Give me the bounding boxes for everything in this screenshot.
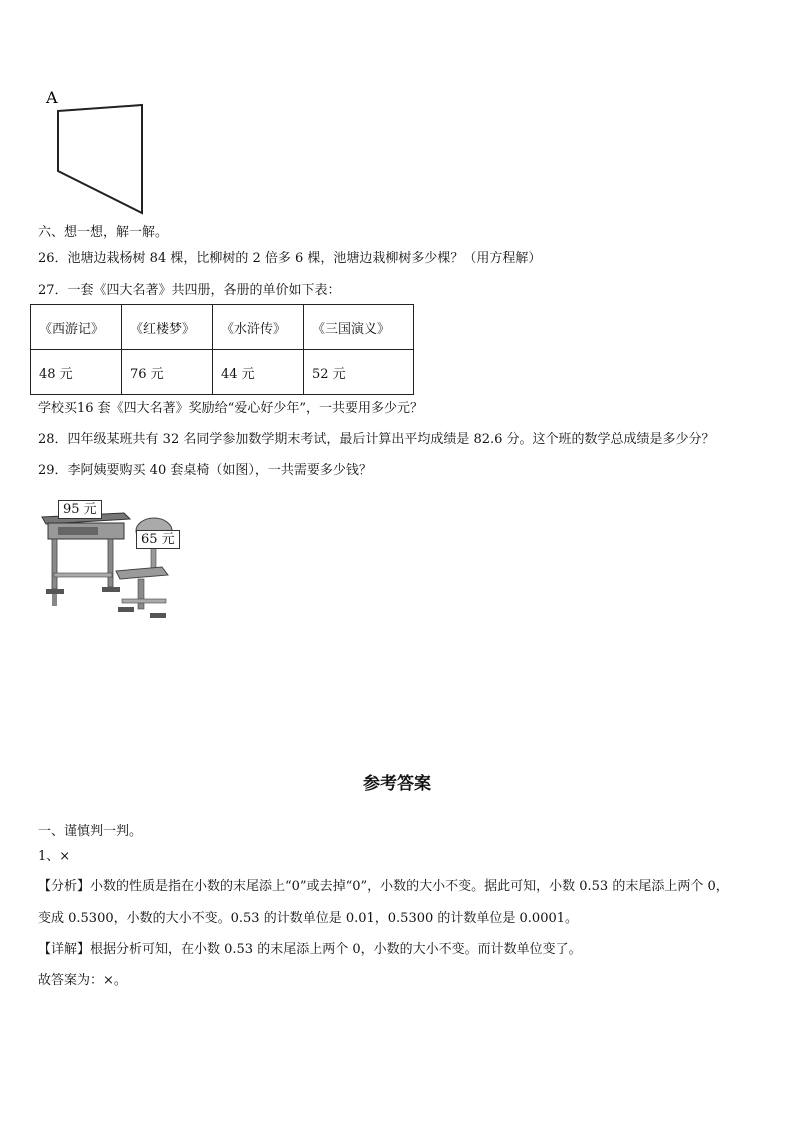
conclusion-line: 故答案为：×。 (38, 973, 127, 988)
quadrilateral-figure (44, 85, 164, 217)
vertex-label-a: A (46, 88, 58, 107)
chair-price-tag: 65 元 (136, 530, 180, 549)
detail-line: 【详解】根据分析可知，在小数 0.53 的末尾添上两个 0，小数的大小不变。而计数单位变了。 (38, 942, 582, 957)
answers-title: 参考答案 (363, 774, 431, 794)
analysis-line-1: 【分析】小数的性质是指在小数的末尾添上“0”或去掉“0”，小数的大小不变。据此可知，小数 0.53 的末尾添上两个 0， (38, 879, 729, 894)
table-cell: 《西游记》 (31, 305, 122, 350)
book-price-table (30, 304, 414, 395)
table-cell: 52 元 (304, 350, 414, 395)
question-29: 29．李阿姨要购买 40 套桌椅（如图），一共需要多少钱？ (38, 463, 372, 478)
section-6-heading: 六、想一想，解一解。 (38, 225, 169, 240)
answers-section-1-heading: 一、谨慎判一判。 (38, 824, 143, 839)
table-cell: 48 元 (31, 350, 122, 395)
answer-item-1: 1、× (38, 849, 71, 864)
table-cell: 《三国演义》 (304, 305, 414, 350)
question-27: 27．一套《四大名著》共四册，各册的单价如下表： (38, 283, 341, 298)
table-row (31, 350, 414, 395)
question-26: 26．池塘边栽杨树 84 棵，比柳树的 2 倍多 6 棵，池塘边栽柳树多少棵？（用方程解） (38, 251, 542, 266)
table-cell: 《水浒传》 (213, 305, 304, 350)
question-27-followup: 学校买16 套《四大名著》奖励给“爱心好少年”，一共要用多少元？ (38, 401, 423, 416)
analysis-line-2: 变成 0.5300，小数的大小不变。0.53 的计数单位是 0.01，0.5300 的计数单位是 0.0001。 (38, 911, 579, 926)
question-28: 28．四年级某班共有 32 名同学参加数学期末考试，最后计算出平均成绩是 82.6 分。这个班的数学总成绩是多少分？ (38, 432, 715, 447)
table-header-row (31, 305, 414, 350)
desk-price-tag: 95 元 (58, 500, 102, 519)
quadrilateral-drawing (44, 85, 164, 217)
table-cell: 44 元 (213, 350, 304, 395)
desk-chair-illustration (38, 497, 188, 627)
table-cell: 《红楼梦》 (122, 305, 213, 350)
quadrilateral-shape (58, 105, 142, 213)
table-cell: 76 元 (122, 350, 213, 395)
